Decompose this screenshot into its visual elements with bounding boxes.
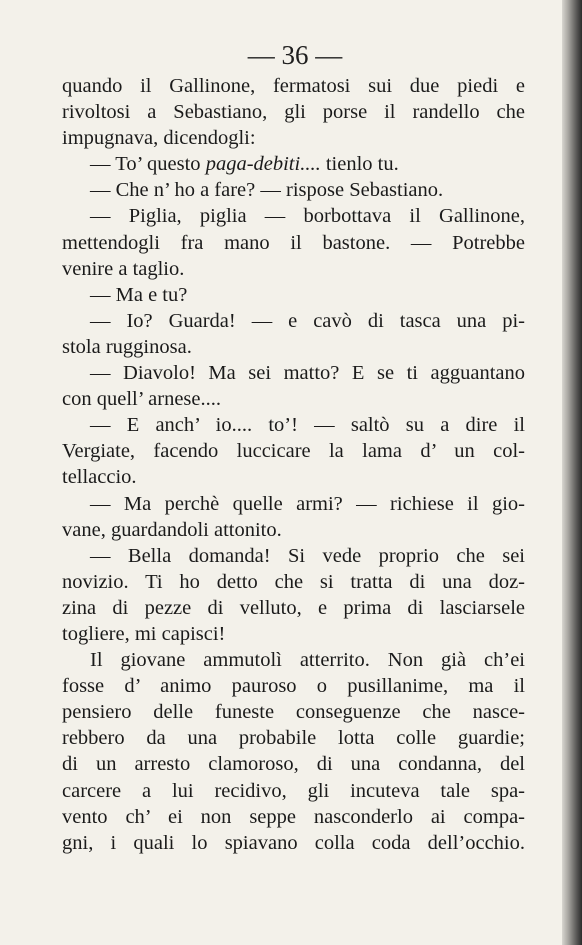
text-line: con quell’ arnese....	[62, 388, 221, 411]
text-line: — Io? Guarda! — e cavò di tasca una pi-	[90, 309, 525, 332]
text-line: novizio. Ti ho detto che si tratta di una doz-	[62, 570, 525, 593]
text-line: rebbero da una probabile lotta colle guardie;	[62, 727, 525, 750]
text-line: — Che n’ ho a fare? — rispose Sebastiano.	[90, 179, 444, 202]
text-line: — To’ questo paga-debiti.... tienlo tu.	[90, 153, 399, 176]
text-line: — Piglia, piglia — borbottava il Gallinone,	[90, 205, 525, 228]
text-line: rivoltosi a Sebastiano, gli porse il randello che	[62, 101, 525, 124]
text-line: — Ma e tu?	[90, 283, 188, 306]
text-line: carcere a lui recidivo, gli incuteva tale spa-	[62, 779, 525, 802]
text-line: gni, i quali lo spiavano colla coda dell’occhio.	[62, 831, 525, 854]
text-line: venire a taglio.	[62, 257, 185, 280]
text-line: zina di pezze di velluto, e prima di lasciarsele	[62, 596, 525, 619]
text-line: stola rugginosa.	[62, 335, 192, 358]
text-line: pensiero delle funeste conseguenze che nasce-	[62, 701, 525, 724]
text-line: togliere, mi capisci!	[62, 622, 226, 645]
book-spine-shadow	[562, 0, 582, 945]
text-line: di un arresto clamoroso, di una condanna, del	[62, 753, 525, 776]
text-line: quando il Gallinone, fermatosi sui due piedi e	[62, 75, 525, 97]
text-line: — Bella domanda! Si vede proprio che sei	[90, 544, 525, 567]
text-line: tellaccio.	[62, 466, 137, 489]
text-line: mettendogli fra mano il bastone. — Potrebbe	[62, 231, 525, 254]
text-line: fosse d’ animo pauroso o pusillanime, ma il	[62, 675, 525, 698]
text-line: impugnava, dicendogli:	[62, 127, 256, 150]
text-line: — Diavolo! Ma sei matto? E se ti agguantano	[90, 362, 525, 385]
text-line: Vergiate, facendo luccicare la lama d’ un col-	[62, 440, 525, 463]
page-number: — 36 —	[247, 40, 343, 70]
text-line: Il giovane ammutolì atterrito. Non già ch’ei	[90, 649, 525, 672]
text-line: vane, guardandoli attonito.	[62, 518, 282, 541]
text-line: — Ma perchè quelle armi? — richiese il gio-	[90, 492, 525, 515]
text-line: vento ch’ ei non seppe nasconderlo ai compa-	[62, 805, 525, 828]
text-line: — E anch’ io.... to’! — saltò su a dire il	[90, 414, 525, 437]
page-text-body	[62, 73, 525, 856]
